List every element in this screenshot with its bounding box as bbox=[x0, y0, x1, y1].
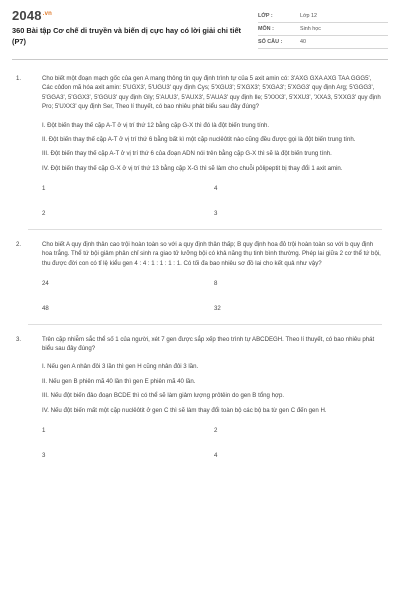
answer-option[interactable]: 1 bbox=[42, 427, 46, 435]
question-3 bbox=[16, 335, 382, 461]
question-number: 1. bbox=[16, 74, 22, 82]
question-text: Cho biết A quy định thân cao trội hoàn toàn so với a quy định thân thấp; B quy định hoa đỏ trội hoàn toàn so với b quy định hoa trắng. Thể tứ bội giảm phân chỉ sinh ra giao tử lưỡng bội có khả năng thụ tinh bình thường. Phép lai giữa 2 cơ thể tứ bội, thu được đời con có tỉ lệ kiểu gen 4 : 4 : 1 : 1 : 1 : 1. Có tối đa bao nhiêu sơ đồ lai cho kết quả như vậy? bbox=[42, 240, 381, 267]
answer-option[interactable]: 3 bbox=[42, 451, 46, 459]
meta-value: 40 bbox=[300, 39, 306, 45]
meta-row-count bbox=[258, 36, 388, 49]
answer-option[interactable]: 2 bbox=[42, 209, 46, 217]
question-2 bbox=[16, 240, 382, 325]
meta-value: Sinh học bbox=[300, 26, 321, 32]
statement: IV. Đột biến thay thế cặp G-X ở vị trí thứ 13 bằng cặp X-G thì sẽ làm cho chuỗi pôlipeptit bị thay đổi 1 axit amin. bbox=[42, 164, 343, 172]
answer-option[interactable]: 3 bbox=[214, 209, 218, 217]
statement: I. Đột biến thay thế cặp A-T ở vị trí thứ 12 bằng cặp G-X thì đó là đột biến trung tính. bbox=[42, 121, 270, 129]
statement: III. Đột biến thay thế cặp A-T ở vị trí thứ 6 của đoạn ADN nói trên bằng cặp G-X thì sẽ là đột biến trung tính. bbox=[42, 150, 332, 158]
answer-options bbox=[42, 426, 382, 460]
statement: II. Nếu gen B phiên mã 40 lần thì gen E phiên mã 40 lần. bbox=[42, 377, 196, 385]
answer-option[interactable]: 4 bbox=[214, 451, 218, 459]
meta-label: MÔN : bbox=[258, 26, 274, 32]
meta-row-subject bbox=[258, 23, 388, 36]
document-title: 360 Bài tập Cơ chế di truyền và biến dị cực hay có lời giải chi tiết (P7) bbox=[12, 26, 242, 46]
question-number: 2. bbox=[16, 240, 22, 248]
answer-options bbox=[42, 184, 382, 218]
meta-info bbox=[258, 10, 388, 49]
answer-option[interactable]: 48 bbox=[42, 304, 49, 312]
statement: III. Nếu đột biến đảo đoạn BCDE thì có thể sẽ làm giảm lượng prôtêin do gen B tổng hợp. bbox=[42, 392, 285, 400]
site-logo[interactable]: $2048^{.vn}$ bbox=[12, 8, 53, 23]
statement: I. Nếu gen A nhân đôi 3 lần thì gen H cũng nhân đôi 3 lần. bbox=[42, 363, 199, 371]
brand bbox=[12, 8, 257, 47]
answer-option[interactable]: 4 bbox=[214, 185, 218, 193]
answer-option[interactable]: 1 bbox=[42, 185, 46, 193]
question-text: Cho biết một đoạn mạch gốc của gen A mang thông tin quy định trình tự của 5 axit amin có: 3'AXG GXA AXG TAA GGG5', Các côđon mã hóa axit amin: 5'UGX3', 5'UGU3' quy định Cys; 5'XGU3'; 5'XGX3'; 5'XGA3'; 5'XGG3' quy định Arg; 5'GGG3', 5'GGA3', 5'GGX3', 5'GGU3' quy định Gly; 5'AUU3', 5'AUX3', 5'AUA3' quy định Ile; 5'XXX3', 5'XXU3', 'XXA3, 5'XXG3' quy định Pro; 5'UXX3' quy định Ser, Theo lí thuyết, có bao nhiêu phát biểu sau đây đúng? bbox=[42, 74, 381, 111]
question-number: 3. bbox=[16, 335, 22, 343]
meta-label: LỚP : bbox=[258, 13, 273, 19]
meta-value: Lớp 12 bbox=[300, 13, 318, 19]
statement: IV. Nếu đột biến mất một cặp nuclêôtit ở gen C thì sẽ làm thay đổi toàn bộ các bộ ba từ gen C đến gen H. bbox=[42, 406, 327, 414]
meta-row-grade bbox=[258, 10, 388, 23]
question-divider bbox=[28, 324, 382, 325]
answer-option[interactable]: 2 bbox=[214, 427, 218, 435]
answer-option[interactable]: 8 bbox=[214, 280, 218, 288]
statement: II. Đột biến thay thế cặp A-T ở vị trí thứ 6 bằng bất kì một cặp nuclêôtit nào cũng đều được gọi là đột biến trung tính. bbox=[42, 135, 356, 143]
header bbox=[12, 8, 388, 49]
question-divider bbox=[28, 229, 382, 230]
meta-label: SỐ CÂU : bbox=[258, 39, 283, 45]
answer-option[interactable]: 32 bbox=[214, 304, 221, 312]
question-1 bbox=[16, 74, 382, 230]
header-divider bbox=[12, 59, 388, 60]
question-text: Trên cặp nhiễm sắc thể số 1 của người, xét 7 gen được sắp xếp theo trình tự ABCDEGH. Theo lí thuyết, có bao nhiêu phát biểu sau đây đúng? bbox=[42, 335, 375, 352]
answer-option[interactable]: 24 bbox=[42, 280, 49, 288]
answer-options bbox=[42, 279, 382, 313]
